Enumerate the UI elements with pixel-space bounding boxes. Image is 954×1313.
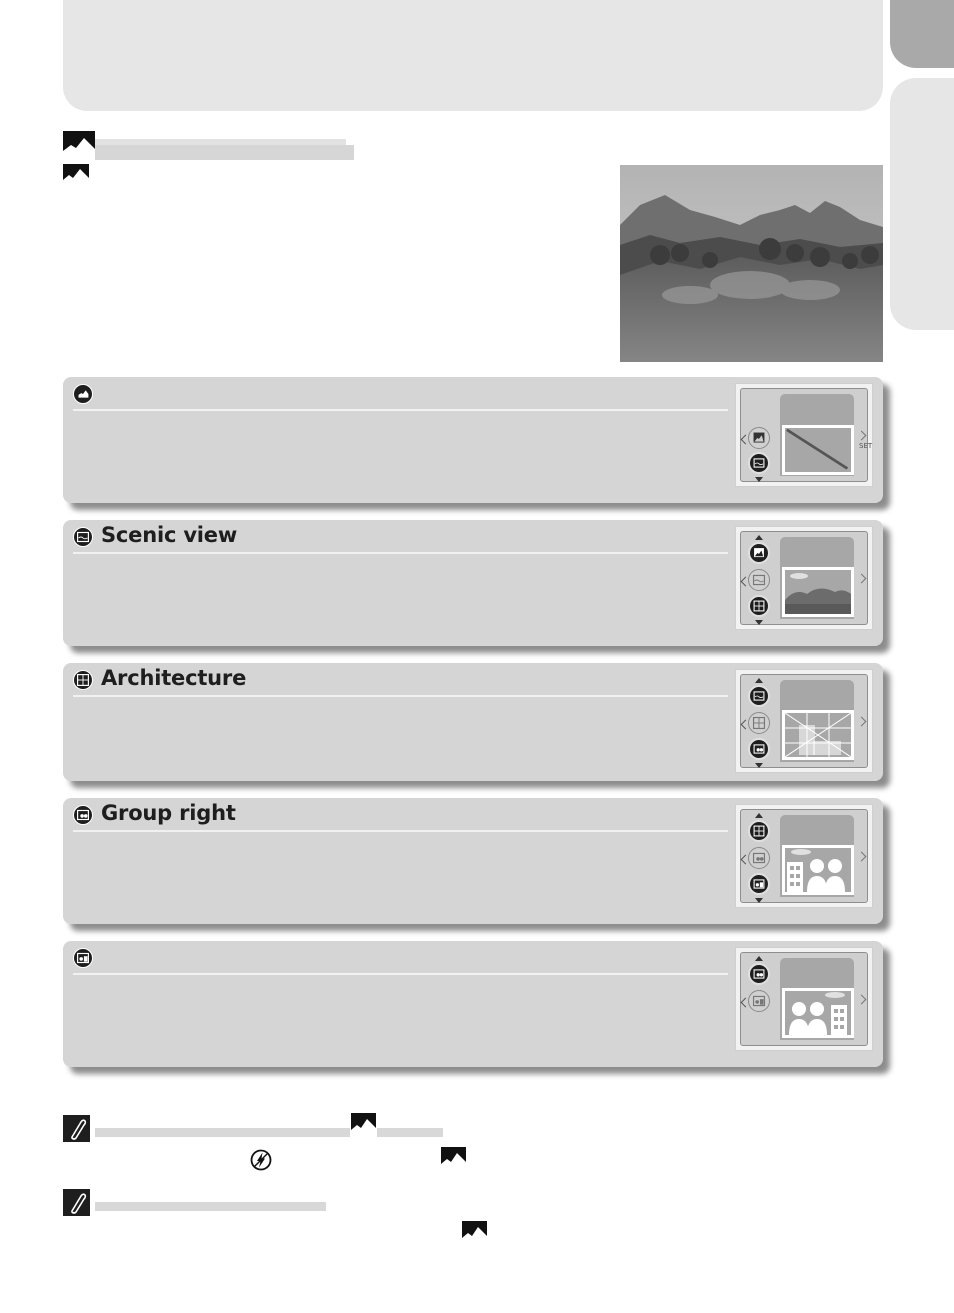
- card-title: Architecture: [101, 666, 247, 690]
- chevron-right-icon[interactable]: [857, 852, 867, 862]
- group-right-icon: [73, 805, 93, 825]
- divider: [73, 695, 728, 697]
- flash-off-icon: [250, 1149, 272, 1171]
- scenic-view-icon[interactable]: [748, 685, 770, 707]
- camera-screen-preview: [735, 947, 873, 1051]
- architecture-icon[interactable]: [748, 595, 770, 617]
- chapter-tab[interactable]: [890, 78, 954, 330]
- chevron-right-icon[interactable]: [857, 431, 867, 441]
- chevron-right-icon[interactable]: [857, 717, 867, 727]
- scene-card-landscape: [63, 377, 883, 503]
- arrow-down-icon[interactable]: [755, 898, 763, 903]
- landscape-sample-photo: [620, 165, 883, 362]
- heading-bar: [95, 145, 354, 160]
- architecture-icon[interactable]: [748, 712, 770, 734]
- note-heading-bar: [377, 1128, 443, 1137]
- header-band: [63, 0, 883, 111]
- arrow-up-icon[interactable]: [755, 813, 763, 818]
- arrow-up-icon[interactable]: [755, 678, 763, 683]
- landscape-icon: [63, 164, 89, 188]
- note-heading-bar: [95, 1128, 350, 1137]
- scene-card-scenic-view: [63, 520, 883, 646]
- landscape-icon: [351, 1113, 376, 1138]
- architecture-icon[interactable]: [748, 820, 770, 842]
- landscape-icon: [462, 1221, 487, 1246]
- divider: [73, 830, 728, 832]
- group-right-icon[interactable]: [748, 963, 770, 985]
- landscape-mode-icon[interactable]: [748, 542, 770, 564]
- scene-card-group-left: [63, 941, 883, 1067]
- camera-screen-preview: [735, 526, 873, 630]
- group-left-icon: [73, 948, 93, 968]
- group-right-icon[interactable]: [748, 738, 770, 760]
- group-right-icon[interactable]: [748, 847, 770, 869]
- group-left-icon[interactable]: [748, 873, 770, 895]
- architecture-icon: [73, 670, 93, 690]
- chevron-right-icon[interactable]: [857, 574, 867, 584]
- divider: [73, 973, 728, 975]
- camera-screen-preview: [735, 669, 873, 773]
- landscape-mode-icon: [73, 384, 93, 404]
- scene-card-group-right: [63, 798, 883, 924]
- arrow-up-icon[interactable]: [755, 956, 763, 961]
- chapter-tab-active[interactable]: [890, 0, 954, 68]
- card-title: Scenic view: [101, 523, 238, 547]
- note-heading-bar: [95, 1202, 326, 1211]
- scenic-view-icon: [73, 527, 93, 547]
- card-title: Group right: [101, 801, 236, 825]
- pencil-note-icon: [63, 1189, 90, 1216]
- landscape-icon: [63, 131, 95, 161]
- scenic-view-icon[interactable]: [748, 452, 770, 474]
- group-left-icon[interactable]: [748, 990, 770, 1012]
- arrow-down-icon[interactable]: [755, 477, 763, 482]
- divider: [73, 409, 728, 411]
- set-label: SET: [859, 442, 873, 450]
- arrow-up-icon[interactable]: [755, 535, 763, 540]
- landscape-icon: [441, 1147, 466, 1172]
- landscape-mode-icon[interactable]: [748, 427, 770, 449]
- camera-screen-preview: [735, 383, 873, 487]
- camera-screen-preview: [735, 804, 873, 908]
- scene-card-architecture: [63, 663, 883, 781]
- arrow-down-icon[interactable]: [755, 620, 763, 625]
- divider: [73, 552, 728, 554]
- pencil-note-icon: [63, 1115, 90, 1142]
- arrow-down-icon[interactable]: [755, 763, 763, 768]
- scenic-view-icon[interactable]: [748, 569, 770, 591]
- chevron-right-icon[interactable]: [857, 995, 867, 1005]
